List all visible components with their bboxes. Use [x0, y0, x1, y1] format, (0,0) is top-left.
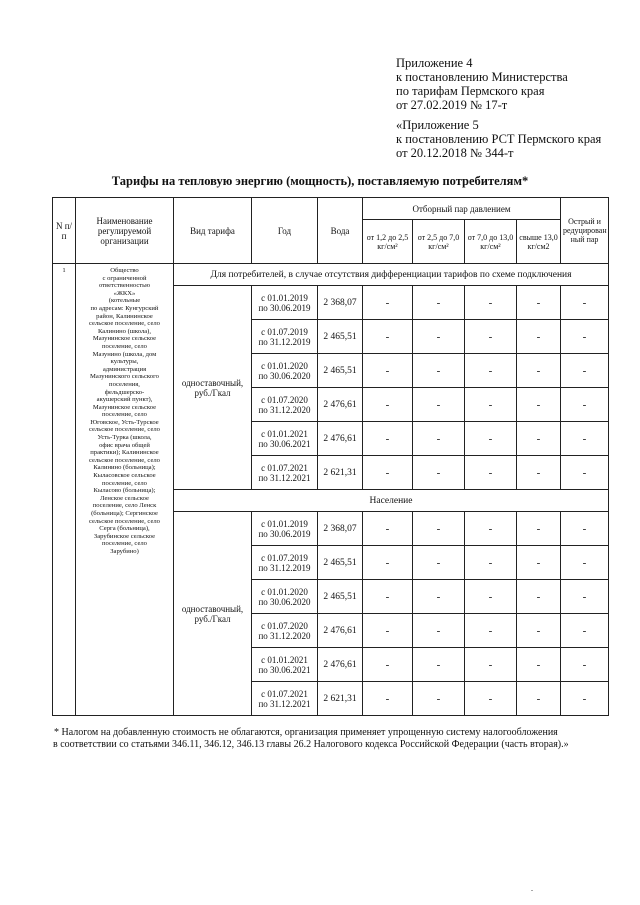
header-line: Приложение 4	[396, 56, 473, 70]
organization-name	[76, 264, 174, 716]
water-value: 2 465,51	[318, 354, 363, 388]
organization-line: с ограниченной	[102, 274, 147, 282]
water-value: 2 465,51	[318, 320, 363, 354]
period-cell	[252, 580, 318, 614]
tariff-value: -	[413, 580, 465, 614]
tariff-value: -	[413, 512, 465, 546]
organization-line: Кыласовское сельское	[93, 472, 156, 480]
header-line: от 27.02.2019 № 17-т	[396, 98, 508, 112]
tariff-value: -	[465, 354, 517, 388]
period-line: по 30.06.2020	[258, 370, 311, 381]
tariff-value: -	[465, 422, 517, 456]
organization-line: практики); Калининское	[90, 449, 159, 457]
header-num: N п/п	[53, 198, 76, 264]
document-title: Тарифы на тепловую энергию (мощность), поставляемую потребителям*	[111, 174, 529, 188]
header-water: Вода	[318, 198, 363, 264]
tariff-value: -	[465, 388, 517, 422]
period-line: с 01.07.2021	[261, 688, 308, 699]
tariff-value: -	[413, 546, 465, 580]
tariff-value: -	[517, 286, 561, 320]
tariff-value: -	[517, 546, 561, 580]
organization-line: сельское поселение, село	[89, 320, 160, 328]
organization-line: культуры,	[110, 358, 139, 366]
period-line: с 01.07.2021	[261, 462, 308, 473]
tariff-value: -	[561, 286, 609, 320]
period-line: по 30.06.2021	[258, 438, 311, 449]
organization-line: Зарубино)	[110, 547, 139, 555]
tariff-value: -	[413, 286, 465, 320]
period-line: с 01.07.2019	[261, 326, 308, 337]
water-value: 2 476,61	[318, 422, 363, 456]
organization-line: поселение, село Ленск	[92, 502, 157, 510]
organization-line: администрация	[102, 365, 147, 373]
tariff-value: -	[465, 320, 517, 354]
tariff-value: -	[517, 614, 561, 648]
tariff-type-cell: одноставочный, руб./Гкал	[174, 286, 252, 490]
header-line: от 20.12.2018 № 344-т	[396, 146, 514, 160]
tariff-value: -	[517, 580, 561, 614]
water-value: 2 476,61	[318, 648, 363, 682]
period-cell	[252, 614, 318, 648]
tariff-value: -	[561, 682, 609, 716]
tariff-value: -	[413, 682, 465, 716]
period-cell	[252, 682, 318, 716]
tariff-value: -	[363, 682, 413, 716]
tariff-value: -	[561, 354, 609, 388]
tariff-value: -	[517, 422, 561, 456]
organization-line: Кыласово (больница);	[93, 487, 156, 495]
period-cell	[252, 512, 318, 546]
header-block-1	[396, 56, 568, 112]
organization-line: (котельные	[108, 297, 141, 305]
header-line: к постановлению РСТ Пермского края	[396, 132, 602, 146]
tariff-value: -	[363, 422, 413, 456]
tariff-value: -	[465, 456, 517, 490]
tariff-value: -	[363, 286, 413, 320]
header-line: к постановлению Министерства	[396, 70, 568, 84]
tariff-value: -	[517, 512, 561, 546]
organization-line: Юговское, Усть-Турское	[90, 418, 159, 426]
header-pressure-3: от 7,0 до 13,0 кг/см²	[465, 220, 517, 264]
water-value: 2 465,51	[318, 580, 363, 614]
period-cell	[252, 354, 318, 388]
organization-line: «ЖКХ»	[113, 289, 136, 297]
tariff-value: -	[561, 580, 609, 614]
tariff-value: -	[363, 354, 413, 388]
header-pressure-4: свыше 13,0 кг/см2	[517, 220, 561, 264]
period-cell	[252, 286, 318, 320]
organization-line: Калинино (школа),	[97, 327, 152, 335]
organization-line: Общество	[110, 267, 139, 274]
header-org: Наименование регулируемой организации	[76, 198, 174, 264]
organization-line: Мазунинское сельское	[92, 403, 157, 411]
organization-line: Ленское сельское	[100, 494, 149, 502]
organization-line: сельское поселение, село	[89, 517, 160, 525]
organization-line: акушерский пункт),	[96, 396, 153, 404]
organization-line: Зарубинское сельское	[93, 532, 156, 540]
tariff-value: -	[363, 512, 413, 546]
organization-line: поселение, село	[102, 540, 147, 548]
period-cell	[252, 648, 318, 682]
organization-line: Калинино (больница);	[93, 464, 156, 472]
period-line: по 30.06.2019	[258, 528, 311, 539]
period-cell	[252, 320, 318, 354]
tariff-value: -	[363, 320, 413, 354]
tariff-value: -	[561, 320, 609, 354]
tariff-value: -	[465, 580, 517, 614]
period-line: по 31.12.2021	[258, 698, 311, 709]
tariff-value: -	[561, 648, 609, 682]
tariff-value: -	[413, 614, 465, 648]
header-steam-group: Отборный пар давлением	[363, 198, 561, 220]
tariff-value: -	[517, 682, 561, 716]
tariff-value: -	[465, 682, 517, 716]
water-value: 2 368,07	[318, 286, 363, 320]
period-line: с 01.07.2019	[261, 552, 308, 563]
header-block-2	[396, 118, 601, 160]
tariff-value: -	[561, 614, 609, 648]
period-line: с 01.01.2019	[261, 292, 308, 303]
organization-line: по адресам: Кунгурский	[90, 304, 159, 312]
row-number: 1	[53, 264, 76, 716]
tariff-value: -	[465, 614, 517, 648]
period-line: с 01.01.2021	[261, 428, 308, 439]
tariff-value: -	[465, 512, 517, 546]
tariff-value: -	[561, 546, 609, 580]
organization-line: Серга (больница),	[99, 525, 150, 533]
organization-line: Мазунинское сельское	[92, 335, 157, 343]
page-mark: .	[531, 884, 533, 893]
tariff-value: -	[413, 648, 465, 682]
tariff-value: -	[561, 456, 609, 490]
tariff-value: -	[363, 388, 413, 422]
water-value: 2 368,07	[318, 512, 363, 546]
period-line: по 31.12.2020	[258, 630, 311, 641]
header-sharp-steam: Острый и редуцирован ный пар	[561, 198, 609, 264]
organization-line: сельское поселение, село	[89, 456, 160, 464]
tariff-value: -	[465, 648, 517, 682]
footnote	[54, 727, 616, 751]
period-cell	[252, 456, 318, 490]
water-value: 2 476,61	[318, 388, 363, 422]
period-line: с 01.01.2020	[261, 586, 308, 597]
tariff-value: -	[363, 456, 413, 490]
period-cell	[252, 388, 318, 422]
section-title: Для потребителей, в случае отсутствия дифференциации тарифов по схеме подключения	[174, 264, 609, 286]
tariff-value: -	[517, 354, 561, 388]
organization-line: сельское поселение, село	[89, 426, 160, 434]
header-tariff-type: Вид тарифа	[174, 198, 252, 264]
period-line: по 31.12.2021	[258, 472, 311, 483]
tariff-value: -	[517, 388, 561, 422]
organization-line: район, Калининское	[96, 312, 153, 320]
water-value: 2 476,61	[318, 614, 363, 648]
organization-line: офис врача общей	[99, 441, 150, 449]
period-cell	[252, 546, 318, 580]
tariff-value: -	[561, 388, 609, 422]
organization-line: поселение, село	[102, 411, 147, 419]
tariff-value: -	[363, 614, 413, 648]
tariff-value: -	[413, 422, 465, 456]
tariff-value: -	[363, 546, 413, 580]
footnote-line: * Налогом на добавленную стоимость не облагаются, организация применяет упрощенную систему налогообложения	[54, 727, 558, 738]
header-line: «Приложение 5	[396, 118, 479, 132]
organization-line: (больница); Сергинское	[91, 510, 158, 517]
period-line: по 31.12.2019	[258, 336, 311, 347]
period-line: с 01.01.2020	[261, 360, 308, 371]
tariff-value: -	[363, 648, 413, 682]
period-line: с 01.01.2019	[261, 518, 308, 529]
tariff-value: -	[413, 388, 465, 422]
header-pressure-2: от 2,5 до 7,0 кг/см²	[413, 220, 465, 264]
tariff-value: -	[561, 512, 609, 546]
tariff-value: -	[517, 320, 561, 354]
tariff-value: -	[413, 320, 465, 354]
header-pressure-1: от 1,2 до 2,5 кг/см²	[363, 220, 413, 264]
organization-line: ответственностью	[98, 282, 151, 290]
period-line: по 30.06.2021	[258, 664, 311, 675]
period-line: с 01.07.2020	[261, 620, 308, 631]
tariff-value: -	[465, 546, 517, 580]
period-line: с 01.01.2021	[261, 654, 308, 665]
water-value: 2 621,31	[318, 456, 363, 490]
period-line: по 31.12.2019	[258, 562, 311, 573]
period-cell	[252, 422, 318, 456]
tariff-value: -	[363, 580, 413, 614]
period-line: по 31.12.2020	[258, 404, 311, 415]
tariff-type-cell: одноставочный, руб./Гкал	[174, 512, 252, 716]
organization-line: Мазунино (школа, дом	[92, 350, 157, 358]
water-value: 2 621,31	[318, 682, 363, 716]
organization-line: поселения,	[109, 380, 140, 388]
tariff-value: -	[413, 456, 465, 490]
footnote-line: в соответствии со статьями 346.11, 346.12, 346.13 главы 26.2 Налогового кодекса Российской Федерации (часть вторая).»	[53, 739, 569, 750]
organization-line: Мазунинского сельского	[90, 373, 159, 381]
tariff-value: -	[413, 354, 465, 388]
organization-line: поселение, село	[102, 342, 147, 350]
header-year: Год	[252, 198, 318, 264]
tariff-value: -	[561, 422, 609, 456]
water-value: 2 465,51	[318, 546, 363, 580]
tariff-table	[52, 197, 609, 716]
period-line: по 30.06.2020	[258, 596, 311, 607]
organization-line: Усть-Турка (школа,	[97, 434, 152, 442]
tariff-value: -	[517, 648, 561, 682]
organization-line: фельдшерско-	[104, 388, 145, 396]
header-line: по тарифам Пермского края	[396, 84, 545, 98]
period-line: по 30.06.2019	[258, 302, 311, 313]
section-title: Население	[174, 490, 609, 512]
period-line: с 01.07.2020	[261, 394, 308, 405]
organization-line: поселение, село	[102, 479, 147, 487]
tariff-value: -	[517, 456, 561, 490]
tariff-value: -	[465, 286, 517, 320]
